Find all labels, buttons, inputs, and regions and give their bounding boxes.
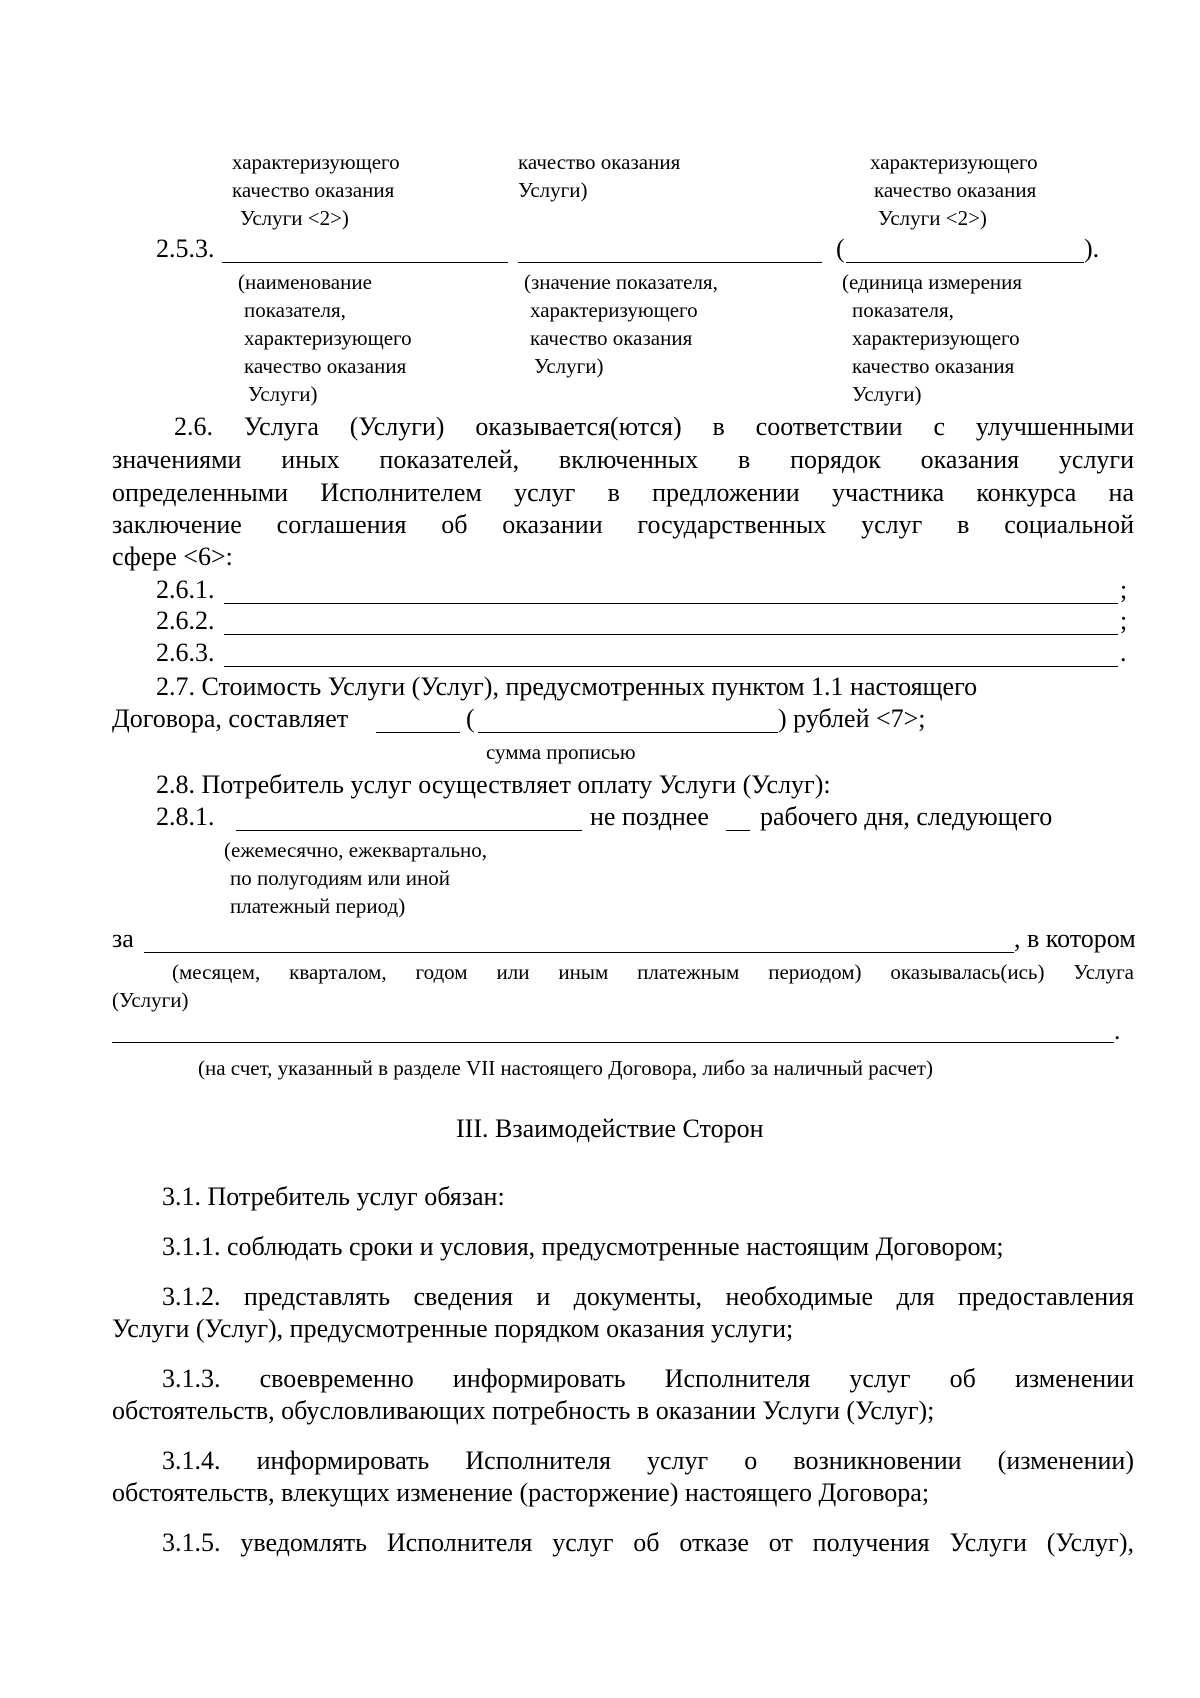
paragraph-line: 2.8. Потребитель услуг осуществляет оплату Услуги (Услуг): bbox=[156, 770, 831, 799]
caption-line: качество оказания bbox=[244, 354, 407, 378]
caption-line: качество оказания bbox=[530, 326, 693, 350]
blank-line bbox=[144, 952, 1014, 953]
paragraph-text: за bbox=[112, 924, 134, 953]
caption-line: характеризующего bbox=[244, 326, 412, 350]
item-number-2-6-3: 2.6.3. bbox=[156, 638, 215, 667]
blank-line bbox=[236, 830, 582, 831]
caption-line: платежный период) bbox=[230, 894, 406, 918]
blank-line bbox=[518, 262, 822, 263]
item-end: ; bbox=[1120, 606, 1128, 635]
paragraph-line: 3.1.4. информировать Исполнителя услуг о возникновении (изменении) bbox=[162, 1446, 1134, 1475]
paragraph-line: 3.1.5. уведомлять Исполнителя услуг об отказе от получения Услуги (Услуг), bbox=[162, 1528, 1134, 1557]
paragraph-line: обстоятельств, обусловливающих потребность в оказании Услуги (Услуг); bbox=[112, 1396, 935, 1425]
caption-line: характеризующего bbox=[232, 150, 400, 174]
caption-line: Услуги <2>) bbox=[240, 206, 349, 230]
item-end: . bbox=[1120, 638, 1127, 667]
paragraph-text: ) рублей <7>; bbox=[778, 704, 926, 733]
paragraph-line: Договора, составляет bbox=[112, 704, 349, 733]
paragraph-line: 3.1.2. представлять сведения и документы, необходимые для предоставления bbox=[162, 1282, 1134, 1311]
caption-line: Услуги) bbox=[534, 354, 604, 378]
paragraph-line: значениями иных показателей, включенных в порядок оказания услуги bbox=[112, 445, 1134, 474]
caption-line: (Услуги) bbox=[112, 988, 189, 1012]
paren: ( bbox=[466, 704, 475, 733]
blank-line bbox=[726, 830, 750, 831]
item-number-2-8-1: 2.8.1. bbox=[156, 802, 215, 831]
item-number-2-6-1: 2.6.1. bbox=[156, 575, 215, 604]
paren: ( bbox=[836, 234, 845, 263]
caption-line: показателя, bbox=[244, 298, 346, 322]
caption-line: Услуги) bbox=[248, 382, 318, 406]
caption-line: (месяцем, кварталом, годом или иным платежным периодом) оказывалась(ись) Услуга bbox=[172, 960, 1134, 984]
caption-line: показателя, bbox=[852, 298, 954, 322]
paragraph-line: Услуги (Услуг), предусмотренные порядком оказания услуги; bbox=[112, 1314, 794, 1343]
paragraph-line: 2.6. Услуга (Услуги) оказывается(ются) в соответствии с улучшенными bbox=[174, 412, 1134, 441]
section-title: III. Взаимодействие Сторон bbox=[456, 1114, 764, 1143]
caption-line: Услуги) bbox=[518, 178, 588, 202]
paragraph-text: рабочего дня, следующего bbox=[760, 802, 1053, 831]
blank-line bbox=[224, 666, 1118, 667]
item-number-2-6-2: 2.6.2. bbox=[156, 606, 215, 635]
item-end: ; bbox=[1120, 575, 1128, 604]
item-number-2-5-3: 2.5.3. bbox=[156, 234, 215, 263]
paragraph-line: определенными Исполнителем услуг в предложении участника конкурса на bbox=[112, 478, 1134, 507]
caption-line: Услуги <2>) bbox=[878, 206, 987, 230]
paragraph-line: обстоятельств, влекущих изменение (расторжение) настоящего Договора; bbox=[112, 1478, 930, 1507]
paragraph-text: , в котором bbox=[1014, 924, 1136, 953]
caption-line: (единица измерения bbox=[842, 270, 1023, 294]
caption-line: характеризующего bbox=[852, 326, 1020, 350]
caption-line: (на счет, указанный в разделе VII настоящего Договора, либо за наличный расчет) bbox=[198, 1056, 933, 1080]
paragraph-line: 2.7. Стоимость Услуги (Услуг), предусмотренных пунктом 1.1 настоящего bbox=[156, 672, 978, 701]
blank-line bbox=[224, 603, 1118, 604]
caption-line: качество оказания bbox=[232, 178, 395, 202]
blank-line bbox=[478, 732, 778, 733]
blank-line bbox=[224, 634, 1118, 635]
caption-line: (наименование bbox=[238, 270, 372, 294]
caption-line: характеризующего bbox=[870, 150, 1038, 174]
caption-line: (значение показателя, bbox=[524, 270, 718, 294]
blank-line bbox=[222, 262, 508, 263]
paragraph-line: заключение соглашения об оказании государственных услуг в социальной bbox=[112, 510, 1134, 539]
paragraph-line: сфере <6>: bbox=[112, 542, 233, 571]
blank-line bbox=[846, 262, 1084, 263]
caption-line: качество оказания bbox=[518, 150, 681, 174]
caption-line: Услуги) bbox=[852, 382, 922, 406]
caption-line: (ежемесячно, ежеквартально, bbox=[224, 838, 488, 862]
caption-line: сумма прописью bbox=[486, 740, 636, 764]
paragraph-line: 3.1.3. своевременно информировать Исполнителя услуг об изменении bbox=[162, 1364, 1134, 1393]
caption-line: качество оказания bbox=[852, 354, 1015, 378]
paragraph-line: 3.1. Потребитель услуг обязан: bbox=[162, 1182, 505, 1211]
caption-line: качество оказания bbox=[874, 178, 1037, 202]
item-end: . bbox=[1114, 1016, 1121, 1045]
caption-line: по полугодиям или иной bbox=[230, 866, 450, 890]
blank-line bbox=[112, 1042, 1114, 1043]
paragraph-text: не позднее bbox=[590, 802, 709, 831]
caption-line: характеризующего bbox=[530, 298, 698, 322]
paragraph-line: 3.1.1. соблюдать сроки и условия, предусмотренные настоящим Договором; bbox=[162, 1232, 1004, 1261]
blank-line bbox=[376, 732, 460, 733]
paren-close: ). bbox=[1084, 234, 1100, 263]
